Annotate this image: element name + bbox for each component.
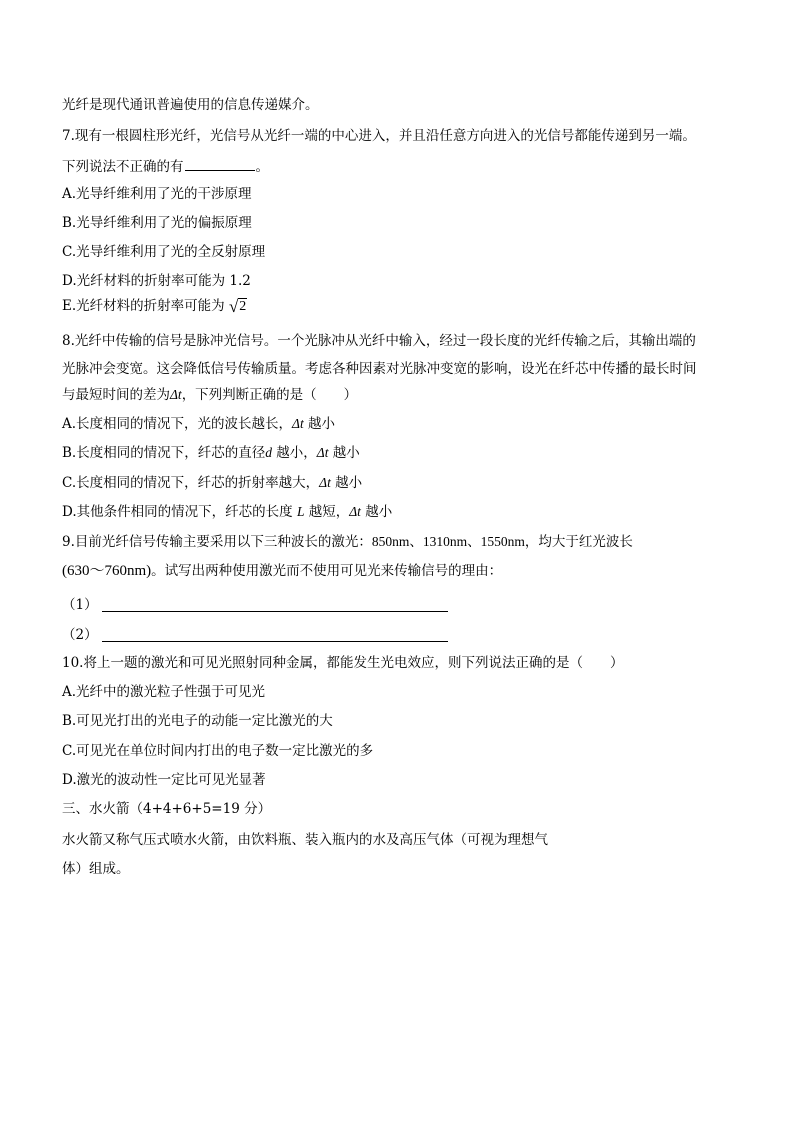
- sqrt-symbol: √2: [228, 297, 247, 316]
- q9-red-range: (630～760nm): [62, 563, 152, 579]
- q8-option-a: [62, 415, 335, 433]
- q8-option-c-end: 越小: [330, 475, 363, 491]
- q8-option-d-end: 越小: [360, 504, 393, 520]
- q7-option-d: D.光纤材料的折射率可能为 1.2: [62, 273, 251, 289]
- q8-option-d: [62, 503, 392, 521]
- q7-stem-end: 。: [255, 159, 269, 175]
- q8-option-a-end: 越小: [303, 416, 336, 432]
- q8-line3-text: 与最短时间的差为: [62, 387, 170, 403]
- q8-option-d-mid: 越短，: [304, 504, 350, 520]
- section3-heading: 三、水火箭（4+4+6+5=19 分）: [62, 801, 272, 817]
- q10-option-a: A.光纤中的激光粒子性强于可见光: [62, 684, 266, 700]
- delta-t-symbol: Δt: [319, 475, 331, 490]
- q10-stem: 10.将上一题的激光和可见光照射同种金属，都能发生光电效应，则下列说法正确的是（ ）: [62, 655, 624, 671]
- q9-wavelengths: 850nm、1310nm、1550nm: [371, 534, 525, 549]
- delta-t-symbol: Δt: [292, 416, 304, 431]
- q9-line1: [62, 533, 633, 551]
- q8-option-c-text: C.长度相同的情况下，纤芯的折射率越大，: [62, 475, 320, 491]
- delta-t-symbol: Δt: [170, 387, 182, 402]
- q9-blank2-label: （2）: [62, 627, 98, 643]
- q8-option-d-text: D.其他条件相同的情况下，纤芯的长度: [62, 504, 297, 520]
- q7-answer-blank[interactable]: [185, 156, 255, 171]
- delta-t-symbol: Δt: [316, 445, 329, 460]
- q9-line1-end: ，均大于红光波长: [524, 534, 633, 550]
- q8-option-b: [62, 444, 360, 462]
- q9-blank1-label: （1）: [62, 597, 98, 613]
- q8-option-c: [62, 474, 362, 492]
- q9-answer-line-2[interactable]: [102, 640, 448, 642]
- q9-line1-text: 9.目前光纤信号传输主要采用以下三种波长的激光：: [62, 534, 372, 550]
- q7-option-b: B.光导纤维利用了光的偏振原理: [62, 215, 252, 231]
- q10-option-b: B.可见光打出的光电子的动能一定比激光的大: [62, 713, 333, 729]
- q8-option-a-text: A.长度相同的情况下，光的波长越长，: [62, 416, 293, 432]
- intro-text: 光纤是现代通讯普遍使用的信息传递媒介。: [62, 97, 319, 113]
- q10-option-d: D.激光的波动性一定比可见光显著: [62, 772, 266, 788]
- q7-option-a: A.光导纤维利用了光的干涉原理: [62, 186, 252, 202]
- L-symbol: L: [296, 504, 305, 519]
- q9-line2-text: 。试写出两种使用激光而不使用可见光来传输信号的理由：: [151, 563, 503, 579]
- q7-stem-text: 下列说法不正确的有: [62, 159, 184, 175]
- q9-answer-line-1[interactable]: [102, 610, 448, 612]
- q8-line1: 8.光纤中传输的信号是脉冲光信号。一个光脉冲从光纤中输入，经过一段长度的光纤传输之后，其输出端的: [62, 333, 696, 349]
- q8-line2: 光脉冲会变宽。这会降低信号传输质量。考虑各种因素对光脉冲变宽的影响，设光在纤芯中传播的最长时间: [62, 361, 697, 377]
- q8-option-b-mid: 越小，: [271, 445, 317, 461]
- q8-option-b-end: 越小: [328, 445, 360, 461]
- d-symbol: d: [265, 445, 272, 460]
- q10-option-c: C.可见光在单位时间内打出的电子数一定比激光的多: [62, 743, 374, 759]
- q9-line2: [62, 562, 502, 580]
- q7-option-c: C.光导纤维利用了光的全反射原理: [62, 244, 266, 260]
- delta-t-symbol: Δt: [349, 504, 361, 519]
- q7-stem-line2: [62, 156, 269, 176]
- q8-line3-end: ，下列判断正确的是（ ）: [181, 387, 358, 403]
- sqrt-radicand: 2: [239, 299, 247, 314]
- section3-line2: 体）组成。: [62, 861, 130, 877]
- q7-option-e-text: E.光纤材料的折射率可能为: [62, 298, 225, 314]
- section3-line1: 水火箭又称气压式喷水火箭，由饮料瓶、装入瓶内的水及高压气体（可视为理想气: [62, 832, 548, 848]
- q8-option-b-text: B.长度相同的情况下，纤芯的直径: [62, 445, 266, 461]
- q7-stem-line1: 7.现有一根圆柱形光纤，光信号从光纤一端的中心进入，并且沿任意方向进入的光信号都能传递到另一端。: [62, 128, 696, 144]
- q8-line3: [62, 386, 357, 404]
- q7-option-e: [62, 297, 247, 316]
